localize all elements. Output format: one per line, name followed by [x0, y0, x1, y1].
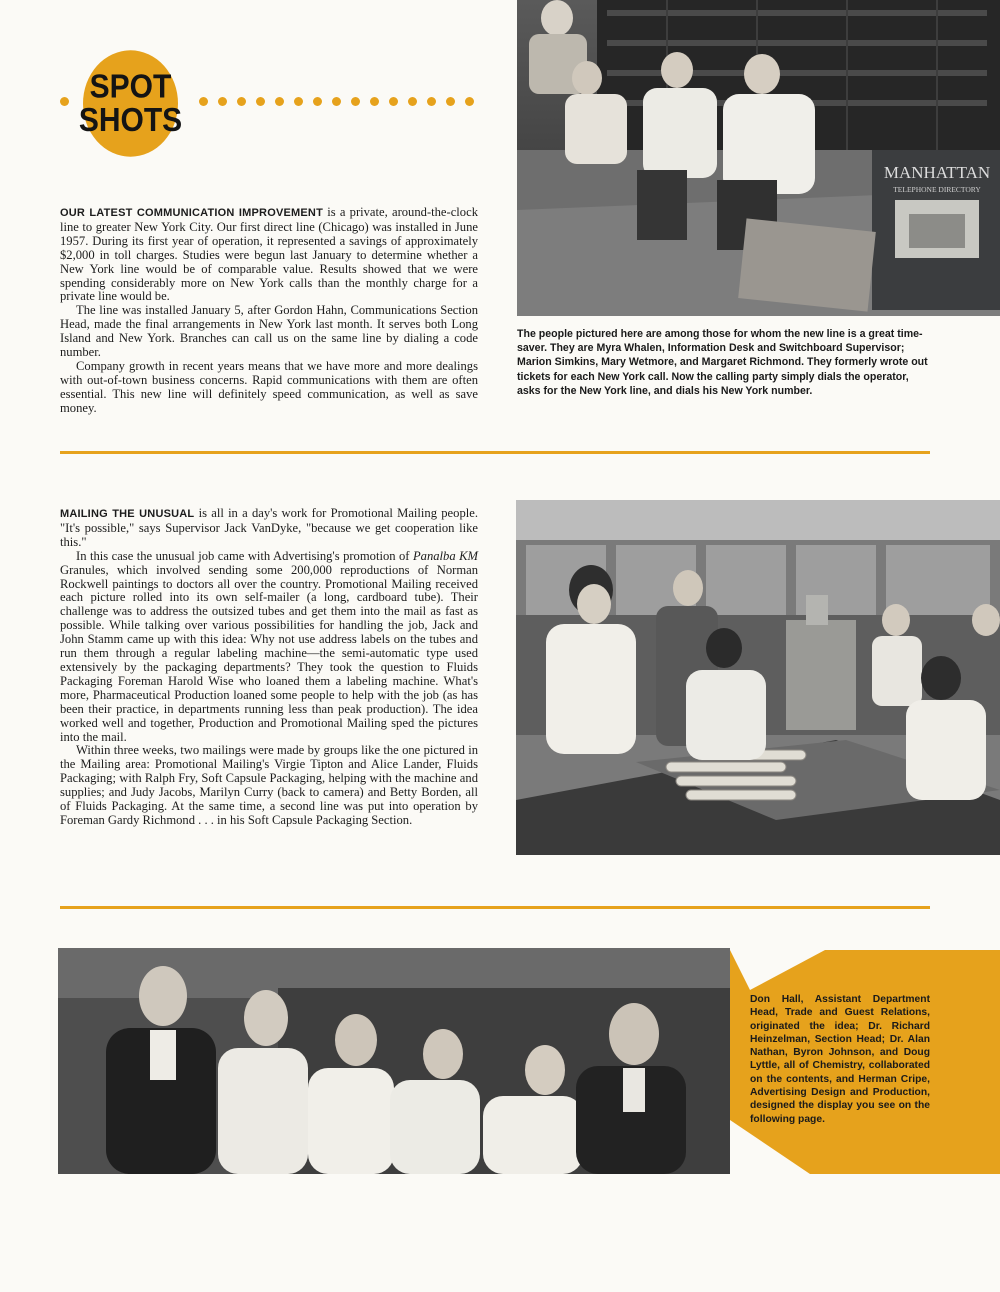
section-divider: [60, 906, 930, 909]
dot: [256, 97, 265, 106]
dot: [237, 97, 246, 106]
dot: [275, 97, 284, 106]
mailing-article: [60, 507, 478, 828]
dot: [60, 97, 69, 106]
article-lead: OUR LATEST COMMUNICATION IMPROVEMENT: [60, 207, 323, 219]
dot: [389, 97, 398, 106]
communication-article: [60, 206, 478, 416]
chemistry-team-photo: [58, 948, 730, 1174]
mailing-room-photo: [516, 500, 1000, 855]
article-paragraph: [60, 206, 478, 304]
dot: [408, 97, 417, 106]
team-caption: Don Hall, Assistant Department Head, Trade and Guest Relations, originated the idea; Dr. Richard Heinzelman, Section Head; Dr. Alan Nathan, Byron Johnson, and Doug Lyttle, all of Chemistry, collaborated on the contents, and Herman Cripe, Advertising Design and Production, designed the display you see on the following page.: [750, 994, 930, 1125]
article-text: is a private, around-the-clock line to greater New York City. Our first direct line (Chicago) was installed in June 1957. During its first year of operation, it represented a savings of approximately $2,000 in toll charges. Studies were begun last January to determine whether a New York line would be of comparable value. Results showed that we were spending considerably more on New York calls than the monthly charge for a private line would be.: [60, 205, 478, 304]
article-text: Granules, which involved sending some 200,000 reproductions of Norman Rockwell paintings to doctors all over the country. Promotional Mailing received each picture rolled into its own self-mailer (a long, cardboard tube). Their challenge was to address the outsized tubes and get them into the mail as fast as possible. While talking over various possibilities for handling the job, Jack and John Stamm came up with this idea: Why not use address labels on the tubes and run them through a regular labeling machine—the semi-automatic type used extensively by the packaging departments? They took the question to Fluids Packaging Foreman Harold Wise who loaned them a labeling machine. What's more, Pharmaceutical Production loaned some people to help with the job (as has been their practice, in departments running less than peak production). The idea worked well and together, Production and Promotional Mailing sped the pictures into the mail.: [60, 562, 478, 744]
dot: [351, 97, 360, 106]
article-paragraph: The line was installed January 5, after Gordon Hahn, Communications Section Head, made the final arrangements in New York last month. It serves both Long Island and New York. Branches can call us on the same line by dialing a code number.: [60, 303, 478, 360]
directory-title: MANHATTAN: [883, 163, 991, 182]
article-text: In this case the unusual job came with Advertising's promotion of: [76, 548, 413, 563]
product-name: Panalba KM: [412, 548, 478, 563]
article-paragraph: [60, 507, 478, 550]
dot: [199, 97, 208, 106]
dot: [294, 97, 303, 106]
switchboard-caption: The people pictured here are among those for whom the new line is a great time-saver. They are Myra Whalen, Information Desk and Switchboard Supervisor; Marion Simkins, Mary Wetmore, and Margaret Richmond. They formerly wrote out tickets for each New York call. Now the calling party simply dials the operator, asks for the New York line, and dials his New York number.: [517, 328, 928, 397]
dot: [313, 97, 322, 106]
header-dot-leader-right: [199, 95, 484, 107]
article-text: is all in a day's work for Promotional Mailing people. "It's possible," says Supervisor Jack VanDyke, "because we get cooperation like this.": [60, 506, 478, 549]
dot: [427, 97, 436, 106]
article-paragraph: Company growth in recent years means that we have more and more dealings with out-of-town business concerns. Rapid communications with them are often essential. This new line will definitely speed communication, as well as save money.: [60, 358, 478, 415]
article-paragraph: Within three weeks, two mailings were made by groups like the one pictured in the Mailing area: Promotional Mailing's Virgie Tipton and Alice Lander, Fluids Packaging; with Ralph Fry, Soft Capsule Packaging, helping with the machine and supplies; and Judy Jacobs, Marilyn Curry (back to camera) and Betty Borden, all of Fluids Packaging. At the same time, a second line was put into operation by Foreman Gardy Richmond . . . in his Soft Capsule Packaging Section.: [60, 743, 478, 827]
dot: [446, 97, 455, 106]
section-divider: [60, 451, 930, 454]
dot: [218, 97, 227, 106]
header-dot-leader-left: [60, 95, 79, 107]
article-paragraph: [60, 550, 478, 745]
directory-subtitle: TELEPHONE DIRECTORY: [893, 185, 981, 194]
badge-line-2: SHOTS: [78, 101, 183, 139]
switchboard-operators-photo: [517, 0, 1000, 316]
article-lead: MAILING THE UNUSUAL: [60, 508, 195, 520]
dot: [370, 97, 379, 106]
spot-shots-badge: [78, 50, 183, 156]
dot: [465, 97, 474, 106]
badge-line-1: SPOT: [89, 67, 172, 105]
dot: [332, 97, 341, 106]
